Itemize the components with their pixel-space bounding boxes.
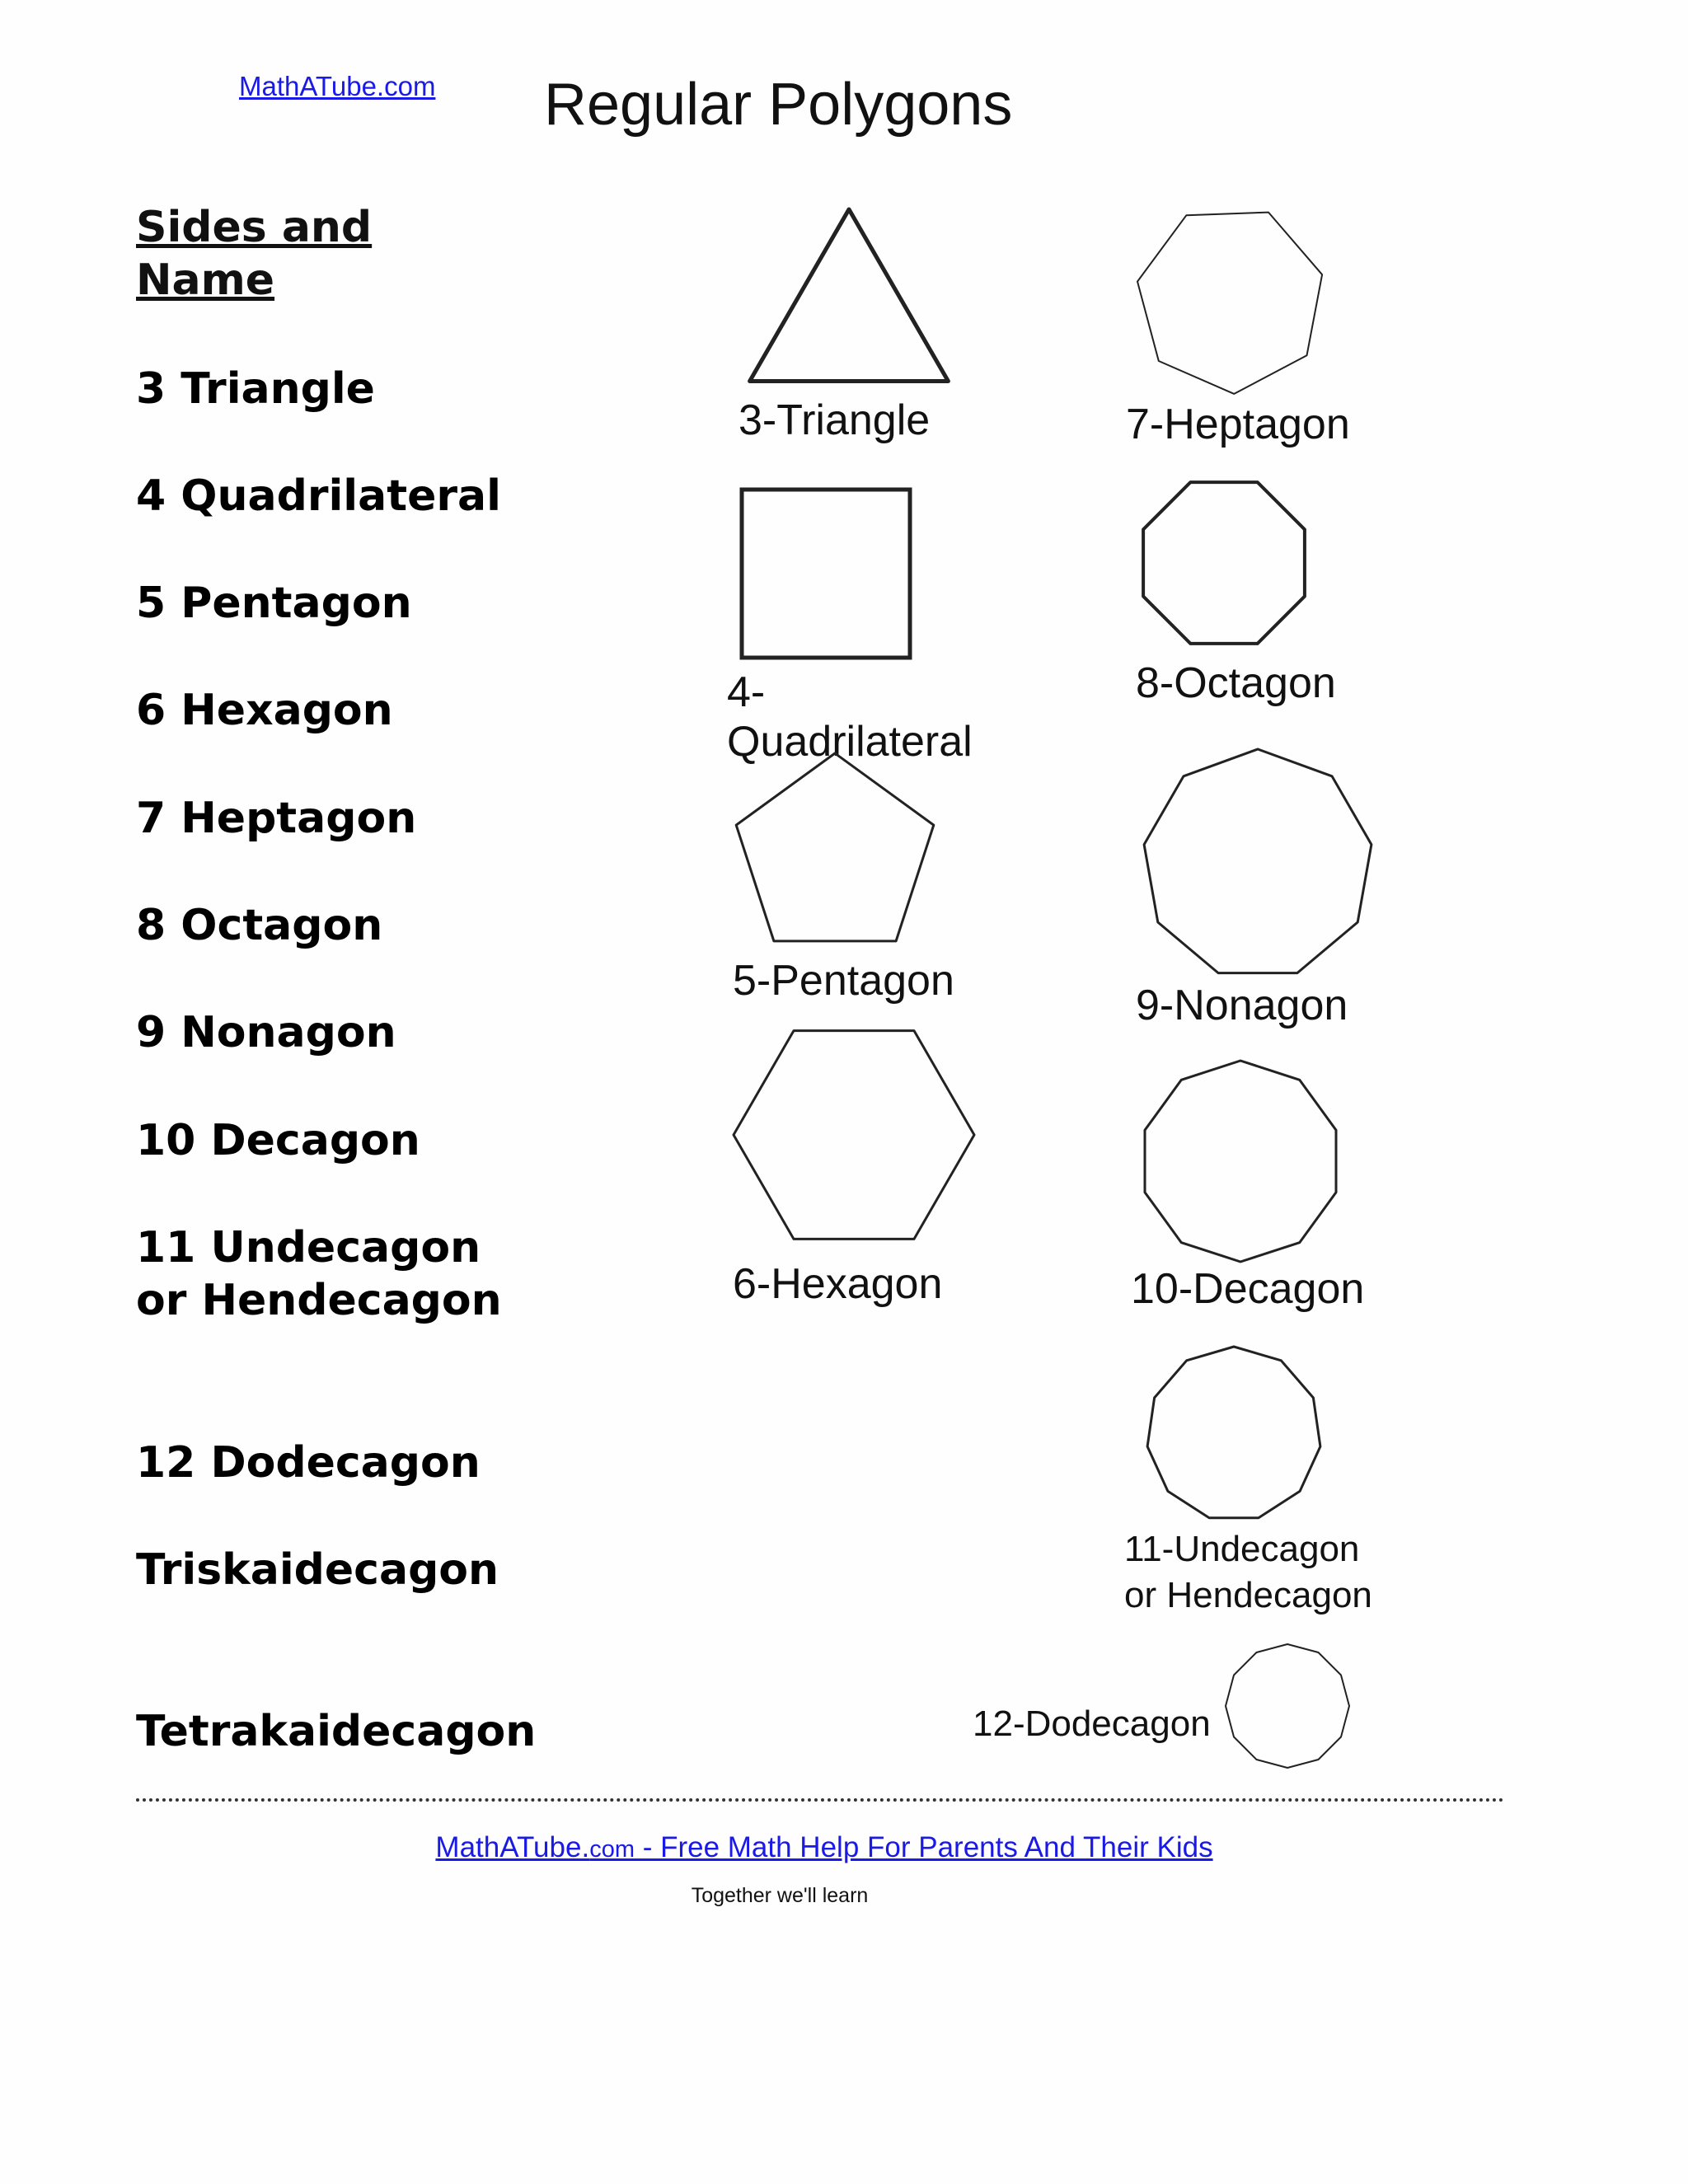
quadrilateral-label-line1: 4- — [727, 668, 766, 716]
undecagon-outline — [1147, 1347, 1320, 1518]
site-link[interactable]: MathATube.com — [239, 71, 436, 101]
dodecagon-shape — [1221, 1640, 1353, 1772]
heptagon-label: 7-Heptagon — [1126, 401, 1350, 448]
triangle-shape — [738, 206, 960, 396]
quadrilateral-label-line2: Quadrilateral — [727, 718, 973, 766]
undecagon-shape — [1146, 1343, 1323, 1525]
undecagon-label-line1: 11-Undecagon — [1124, 1529, 1360, 1569]
heptagon-outline — [1137, 213, 1322, 394]
dodecagon-outline — [1226, 1644, 1349, 1768]
undecagon-label-line2: or Hendecagon — [1124, 1575, 1372, 1615]
name-item-nonagon: 9 Nonagon — [136, 1008, 396, 1057]
quadrilateral-shape — [738, 486, 913, 661]
name-item-triskaidecagon: Triskaidecagon — [136, 1545, 499, 1595]
footer-link-rest: - Free Math Help For Parents And Their Kids — [634, 1831, 1213, 1863]
name-item-tetrakaidecagon: Tetrakaidecagon — [136, 1707, 537, 1756]
dodecagon-label: 12-Dodecagon — [973, 1704, 1211, 1744]
names-heading: Sides and Name — [136, 203, 373, 305]
nonagon-outline — [1144, 749, 1372, 973]
decagon-outline — [1145, 1061, 1336, 1262]
name-item-quadrilateral: 4 Quadrilateral — [136, 471, 501, 521]
name-item-heptagon: 7 Heptagon — [136, 794, 417, 843]
pentagon-shape — [730, 746, 940, 952]
octagon-label: 8-Octagon — [1136, 659, 1336, 707]
footer-tagline: Together we'll learn — [691, 1884, 869, 1907]
triangle-outline — [750, 209, 949, 382]
octagon-shape — [1137, 476, 1311, 649]
name-item-decagon: 10 Decagon — [136, 1116, 420, 1165]
hexagon-shape — [729, 1026, 978, 1244]
nonagon-label: 9-Nonagon — [1136, 982, 1348, 1029]
name-item-triangle: 3 Triangle — [136, 364, 375, 414]
nonagon-shape — [1139, 746, 1376, 983]
dotted-divider — [136, 1798, 1504, 1802]
pentagon-label: 5-Pentagon — [733, 957, 954, 1005]
name-item-hexagon: 6 Hexagon — [136, 686, 393, 735]
decagon-label: 10-Decagon — [1131, 1265, 1365, 1313]
footer-link-site: MathATube. — [435, 1831, 590, 1863]
name-item-octagon: 8 Octagon — [136, 901, 383, 950]
name-item-pentagon: 5 Pentagon — [136, 579, 412, 628]
triangle-label: 3-Triangle — [738, 396, 931, 444]
name-item-undecagon: 11 Undecagon or Hendecagon — [136, 1223, 502, 1325]
pentagon-outline — [736, 753, 934, 941]
footer-link[interactable] — [0, 1831, 1648, 1864]
hexagon-label: 6-Hexagon — [733, 1260, 943, 1308]
decagon-shape — [1137, 1058, 1343, 1264]
quadrilateral-outline — [742, 490, 910, 658]
name-item-dodecagon: 12 Dodecagon — [136, 1438, 481, 1488]
footer-link-com: com — [589, 1836, 635, 1863]
page-title: Regular Polygons — [544, 72, 1013, 138]
octagon-outline — [1143, 482, 1305, 644]
hexagon-outline — [734, 1031, 974, 1240]
heptagon-shape — [1132, 200, 1329, 398]
